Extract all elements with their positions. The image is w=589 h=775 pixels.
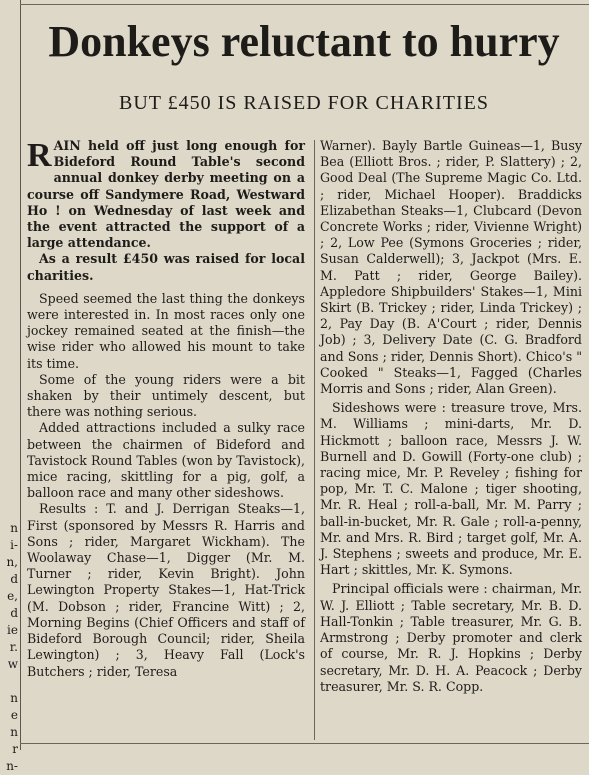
column-divider [314, 140, 315, 740]
left-column-rule [20, 0, 21, 750]
headline: Donkeys reluctant to hurry [48, 17, 560, 66]
edge-fragment: d [10, 606, 18, 620]
edge-fragment: n [10, 521, 18, 535]
article-column-left [27, 138, 305, 680]
edge-fragment: r [12, 742, 18, 756]
top-rule [20, 4, 589, 5]
edge-fragment: ie [7, 623, 18, 637]
edge-fragment: n [10, 691, 18, 705]
body-paragraph: Speed seemed the last thing the donkeys were interested in. In most races only one jockey remained seated at the finish—the wise rider who allowed his mount to take its time. [27, 290, 305, 371]
edge-fragment: i- [10, 538, 18, 552]
results-paragraph: Results : T. and J. Derrigan Steaks—1, First (sponsored by Messrs R. Harris and Sons ; rider, Margaret Wickham). The Woolaway Chase—1, Digger (Mr. M. Turner ; rider, Kevin Bright). John Lewington Property Stakes—1, Hat-Trick (M. Dobson ; rider, Francine Witt) ; 2, Morning Begins (Chief Officers and staff of Bideford Borough Council; rider, Sheila Lewington) ; 3, Heavy Fall (Lock's Butchers ; rider, Teresa [27, 501, 305, 679]
edge-fragment: n, [6, 555, 18, 569]
edge-fragment: n [10, 725, 18, 739]
lead-text: AIN held off just long enough for Bideford Round Table's second annual donkey derby meeting on a course off Sandymere Road, Westward Ho ! on Wednesday of last week and the event attracted the support of a large attendance. [27, 138, 305, 251]
lead-paragraph [27, 138, 305, 251]
subheadline: BUT £450 IS RAISED FOR CHARITIES [119, 92, 489, 114]
edge-fragment: e [10, 708, 18, 722]
sideshows-paragraph: Sideshows were : treasure trove, Mrs. M. Williams ; mini-darts, Mr. D. Hickmott ; balloon race, Messrs J. W. Burnell and D. Gowill (Forty-one club) ; racing mice, Mr. P. Reveley ; fishing for pop, Mr. T. C. Malone ; tiger shooting, Mr. R. Heal ; roll-a-ball, Mr. M. Parry ; ball-in-bucket, Mr. R. Gale ; roll-a-penny, Mr. and Mrs. R. Bird ; target golf, Mr. A. J. Stephens ; sweets and produce, Mr. E. Hart ; skittles, Mr. K. Symons. [320, 400, 582, 578]
edge-fragment [0, 673, 18, 690]
results-continued: Warner). Bayly Bartle Guineas—1, Busy Bea (Elliott Bros. ; rider, P. Slattery) ; 2, Good Deal (The Supreme Magic Co. Ltd. ; rider, Michael Hooper). Braddicks Elizabethan Steaks—1, Clubcard (Devon Concrete Works ; rider, Vivienne Wright) ; 2, Low Pee (Symons Groceries ; rider, Susan Calderwell); 3, Jackpot (Mrs. E. M. Patt ; rider, George Bailey). Appledore Shipbuilders' Stakes—1, Mini Skirt (B. Trickey ; rider, Linda Trickey) ; 2, Pay Day (B. A'Court ; rider, Dennis Job) ; 3, Delivery Date (C. G. Bradford and Sons ; rider, Dennis Short). Chico's " Cooked " Steaks—1, Fagged (Charles Morris and Sons ; rider, Alan Green). [320, 138, 582, 397]
edge-fragment: r. [9, 640, 18, 654]
lead-paragraph-2: As a result £450 was raised for local charities. [27, 251, 305, 283]
officials-paragraph: Principal officials were : chairman, Mr. W. J. Elliott ; Table secretary, Mr. B. D. Hall-Tonkin ; Table treasurer, Mr. G. B. Armstrong ; Derby promoter and clerk of course, Mr. R. J. Hopkins ; Derby secretary, Mr. D. H. A. Peacock ; Derby treasurer, Mr. S. R. Copp. [320, 581, 582, 694]
bottom-rule [20, 743, 589, 744]
body-paragraph: Some of the young riders were a bit shaken by their untimely descent, but there was nothing serious. [27, 371, 305, 420]
article-column-right [320, 138, 582, 695]
edge-fragment: d [10, 572, 18, 586]
edge-fragment: e, [7, 589, 18, 603]
adjacent-column-fragments [0, 520, 18, 775]
drop-cap: R [27, 137, 52, 174]
body-paragraph: Added attractions included a sulky race between the chairmen of Bideford and Tavistock Round Tables (won by Tavistock), mice racing, skittling for a pig, golf, a balloon race and many other sideshows. [27, 420, 305, 501]
edge-fragment: w [7, 657, 18, 671]
edge-fragment: n- [6, 759, 18, 773]
